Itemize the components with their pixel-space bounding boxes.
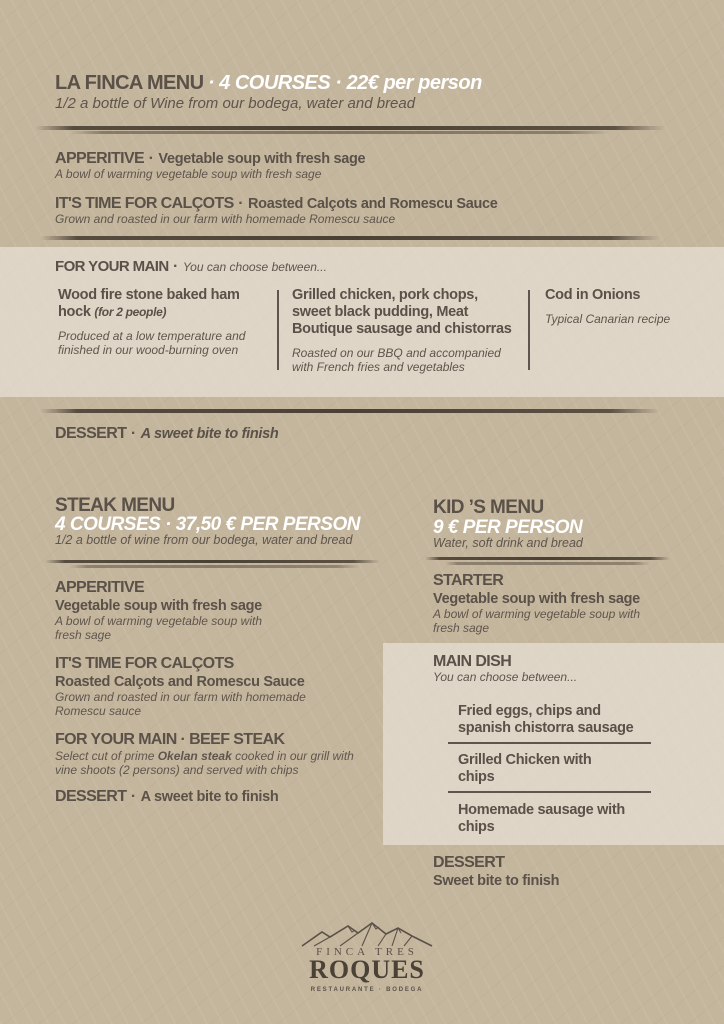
- kids-starter-label: STARTER: [433, 572, 504, 589]
- column-divider: [277, 290, 279, 370]
- finca-option-cod: [545, 287, 705, 327]
- kids-main-note: You can choose between...: [433, 670, 578, 684]
- steak-dessert-label: DESSERT: [55, 788, 127, 805]
- kids-option-chicken: Grilled Chicken with chips: [458, 752, 592, 785]
- kids-option-sausage: Homemade sausage with chips: [458, 802, 625, 835]
- finca-apperitive-dish: Vegetable soup with fresh sage: [158, 151, 366, 167]
- steak-calcots-label: IT'S TIME FOR CALÇOTS: [55, 655, 234, 672]
- brush-divider: [70, 565, 360, 568]
- option-divider: [448, 742, 651, 744]
- finca-dessert-heading: [55, 425, 279, 443]
- steak-main-desc-b: Okelan steak: [157, 749, 232, 763]
- finca-apperitive-desc: A bowl of warming vegetable soup with fresh sage: [55, 167, 322, 181]
- dot-separator: ·: [173, 258, 183, 275]
- finca-option-desc: Produced at a low temperature and finished in our wood-burning oven: [58, 329, 246, 357]
- steak-dessert-desc: A sweet bite to finish: [140, 789, 279, 805]
- brush-divider: [425, 557, 670, 560]
- finca-apperitive-heading: [55, 150, 365, 168]
- logo-bottom-text: RESTAURANTE · BODEGA: [310, 987, 424, 993]
- kids-dessert-label: DESSERT: [433, 854, 505, 871]
- finca-title: LA FINCA MENU: [55, 72, 204, 94]
- finca-tres-roques-logo: [300, 920, 434, 998]
- finca-calcots-dish: Roasted Calçots and Romescu Sauce: [248, 196, 498, 212]
- dot-separator: ·: [148, 150, 159, 167]
- logo-main-text: ROQUES: [309, 955, 425, 984]
- steak-apperitive-dish: Vegetable soup with fresh sage: [55, 598, 262, 614]
- kids-price: 9 € PER PERSON: [433, 517, 583, 538]
- steak-dessert-heading: [55, 788, 279, 806]
- finca-main-label: FOR YOUR MAIN: [55, 258, 169, 275]
- finca-subtitle: 1/2 a bottle of Wine from our bodega, water and bread: [55, 95, 416, 112]
- brush-divider: [40, 409, 660, 413]
- steak-main-desc-a: Select cut of prime: [55, 749, 155, 763]
- steak-calcots-dish: Roasted Calçots and Romescu Sauce: [55, 674, 305, 690]
- brush-divider: [40, 236, 660, 240]
- kids-starter-dish: Vegetable soup with fresh sage: [433, 591, 640, 607]
- brush-divider: [445, 562, 650, 565]
- finca-title-row: [55, 72, 482, 95]
- finca-option-desc: Roasted on our BBQ and accompanied with French fries and vegetables: [292, 346, 501, 374]
- kids-dessert-desc: Sweet bite to finish: [433, 873, 560, 889]
- steak-price: 4 COURSES · 37,50 € PER PERSON: [55, 514, 360, 535]
- finca-main-heading: [55, 258, 327, 276]
- steak-title: STEAK MENU: [55, 495, 175, 516]
- finca-option-note: (for 2 people): [94, 305, 167, 319]
- dot-separator: ·: [130, 425, 141, 442]
- brush-divider: [45, 560, 380, 563]
- finca-calcots-label: IT'S TIME FOR CALÇOTS: [55, 195, 234, 212]
- finca-option-grill: [292, 287, 512, 374]
- finca-option-name: Grilled chicken, pork chops, sweet black pudding, Meat Boutique sausage and chistorras: [292, 287, 512, 337]
- finca-option-desc: Typical Canarian recipe: [545, 312, 671, 326]
- kids-starter-desc: A bowl of warming vegetable soup with fresh sage: [433, 607, 640, 635]
- option-divider: [448, 791, 651, 793]
- dot-separator: ·: [238, 195, 248, 212]
- finca-calcots-desc: Grown and roasted in our farm with homemade Romescu sauce: [55, 212, 396, 226]
- steak-apperitive-label: APPERITIVE: [55, 579, 145, 596]
- dot-separator: ·: [130, 788, 141, 805]
- finca-option-name-text: Wood fire stone baked ham hock: [58, 287, 240, 320]
- logo-top-text: FINCA TRES: [316, 946, 418, 958]
- finca-dessert-label: DESSERT: [55, 425, 127, 442]
- finca-option-ham: [58, 287, 263, 357]
- steak-calcots-desc: Grown and roasted in our farm with homemade Romescu sauce: [55, 690, 306, 718]
- finca-dessert-desc: A sweet bite to finish: [140, 426, 279, 442]
- steak-main-desc: [55, 750, 360, 777]
- kids-subtitle: Water, soft drink and bread: [433, 536, 583, 550]
- brush-divider: [70, 131, 610, 134]
- brush-divider: [35, 126, 665, 130]
- steak-apperitive-desc: A bowl of warming vegetable soup with fresh sage: [55, 614, 262, 642]
- steak-subtitle: 1/2 a bottle of wine from our bodega, water and bread: [55, 533, 353, 547]
- finca-main-note: You can choose between...: [182, 260, 327, 274]
- kids-main-label: MAIN DISH: [433, 653, 512, 670]
- finca-apperitive-label: APPERITIVE: [55, 150, 145, 167]
- steak-main-label: FOR YOUR MAIN · BEEF STEAK: [55, 731, 285, 748]
- kids-option-eggs: Fried eggs, chips and spanish chistorra sausage: [458, 703, 634, 736]
- finca-price: · 4 COURSES · 22€ per person: [207, 72, 482, 94]
- finca-option-name: [58, 287, 263, 321]
- column-divider: [528, 290, 530, 370]
- kids-title: KID ’S MENU: [433, 497, 544, 518]
- finca-option-name: Cod in Onions: [545, 287, 641, 303]
- finca-calcots-heading: [55, 195, 498, 213]
- steak-main-desc-c: cooked in our grill with vine shoots (2 persons) and served with chips: [55, 749, 354, 777]
